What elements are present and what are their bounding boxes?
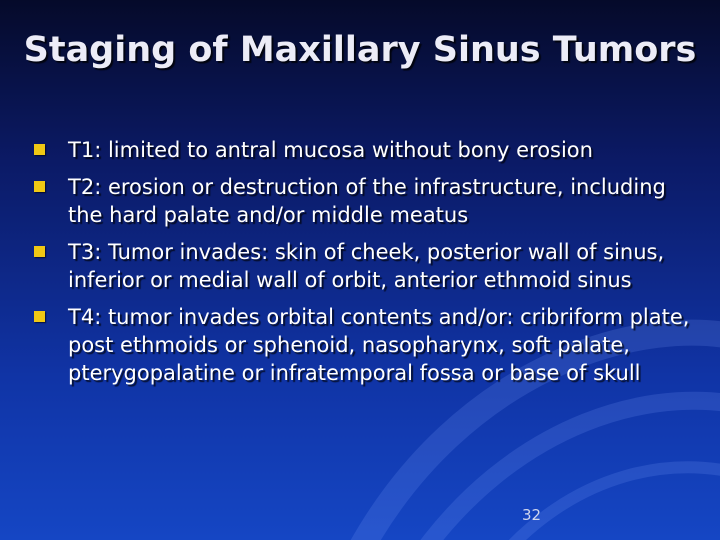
square-bullet-icon — [34, 144, 45, 155]
page-number: 32 — [522, 506, 542, 524]
square-bullet-icon — [34, 246, 45, 257]
bullet-text: T4: tumor invades orbital contents and/or: cribriform plate, post ethmoids or sphenoid, nasopharynx, soft palate, pterygopalatine or infratemporal fossa or base of skull — [68, 305, 690, 385]
bullet-item-t4 — [34, 303, 694, 387]
square-bullet-icon — [34, 181, 45, 192]
bullet-list — [34, 136, 694, 396]
bullet-item-t1 — [34, 136, 694, 164]
bullet-text: T2: erosion or destruction of the infrastructure, including the hard palate and/or middle meatus — [68, 175, 666, 227]
square-bullet-icon — [34, 311, 45, 322]
bullet-item-t2 — [34, 173, 694, 229]
bullet-text: T3: Tumor invades: skin of cheek, posterior wall of sinus, inferior or medial wall of orbit, anterior ethmoid sinus — [68, 240, 665, 292]
bullet-text: T1: limited to antral mucosa without bony erosion — [68, 138, 593, 162]
slide-title: Staging of Maxillary Sinus Tumors — [23, 30, 697, 70]
bullet-item-t3 — [34, 238, 694, 294]
